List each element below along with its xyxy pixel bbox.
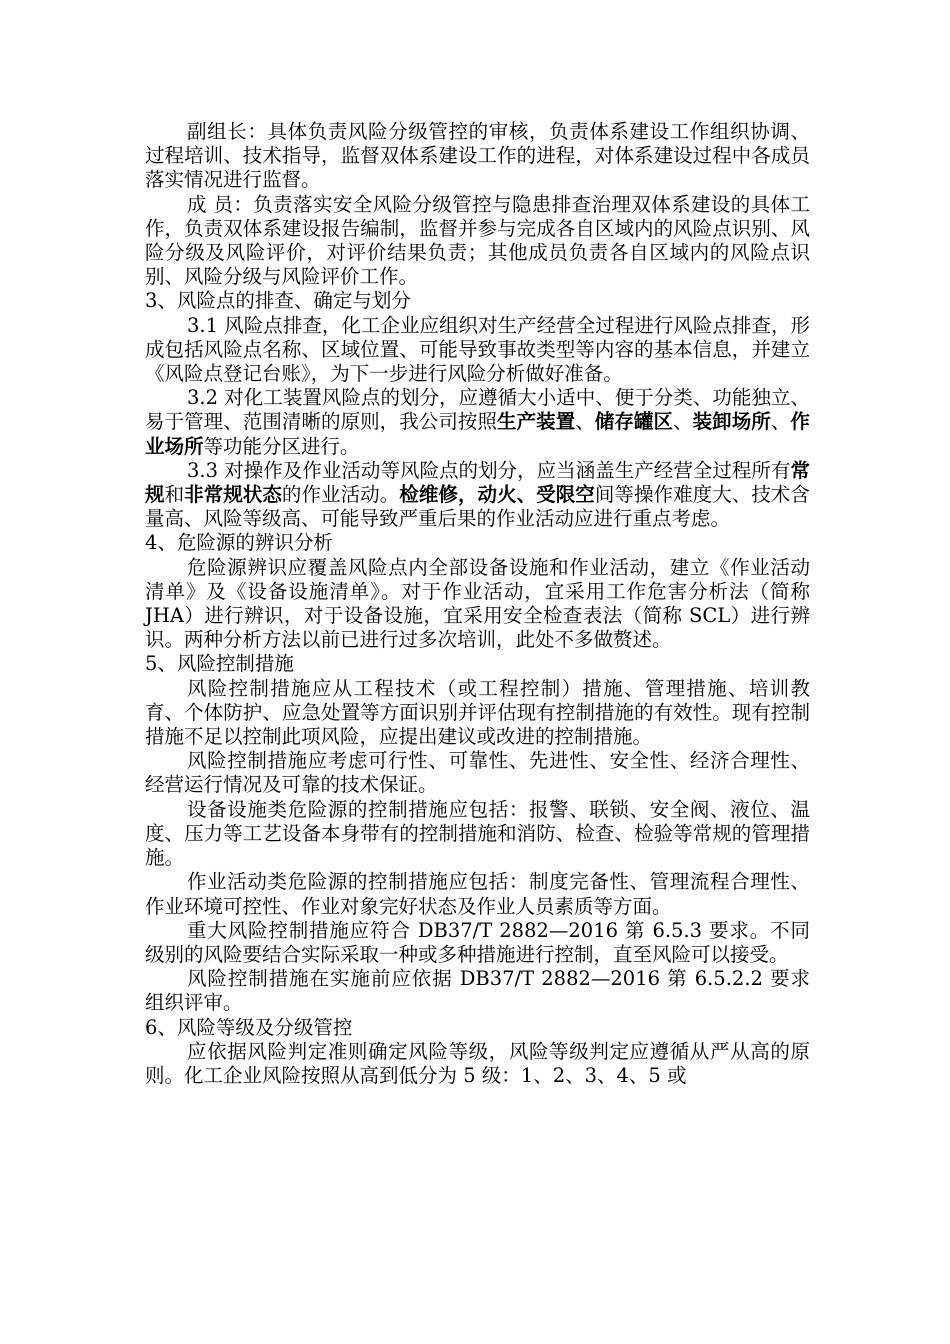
- text-and: 和: [164, 483, 185, 507]
- text-3-3-a: 3.3 对操作及作业活动等风险点的划分，应当涵盖生产经营全过程所有: [187, 458, 791, 482]
- section-4-heading: 4、危险源的辨识分析: [145, 531, 333, 555]
- paragraph-3-1: 3.1 风险点排查，化工企业应组织对生产经营全过程进行风险点排查，形成包括风险点名称、区域位置、可能导致事故类型等内容的基本信息，并建立《风险点登记台账》，为下一步进行风险分析做好准备。: [145, 313, 810, 386]
- paragraph-3-2: [145, 386, 810, 459]
- paragraph-5-4: 作业活动类危险源的控制措施应包括：制度完备性、管理流程合理性、作业环境可控性、作业对象完好状态及作业人员素质等方面。: [145, 870, 810, 918]
- section-5-heading: 5、风险控制措施: [145, 652, 294, 676]
- bold-work-area: 作业场所: [145, 410, 810, 458]
- bold-non-routine: 非常规状态: [184, 483, 282, 507]
- text-3-3-b: 的作业活动。: [281, 483, 400, 507]
- paragraph-members: 成 员：负责落实安全风险分级管控与隐患排查治理双体系建设的具体工作，负责双体系建设报告编制，监督并参与完成各自区域内的风险点识别、风险分级及风险评价，对评价结果负责；其他成员负责各自区域内的风险点识别、风险分级与风险评价工作。: [145, 192, 810, 289]
- document-page: [145, 120, 810, 1088]
- sep: 、: [673, 410, 693, 434]
- text-3-2-a: 3.2 对化工装置风险点的划分，应遵循大小适中、便于分类、功能独立、易于管理、范围清晰的原则，我公司按照: [145, 386, 810, 434]
- text-3-2-c: 等功能分区进行。: [203, 434, 360, 458]
- bold-loading-area: 装卸场所: [692, 410, 771, 434]
- paragraph-5-1: 风险控制措施应从工程技术（或工程控制）措施、管理措施、培训教育、个体防护、应急处置等方面识别并评估现有控制措施的有效性。现有控制措施不足以控制此项风险，应提出建议或改进的控制措施。: [145, 676, 810, 749]
- bold-production-unit: 生产装置: [497, 410, 576, 434]
- section-3-heading: 3、风险点的排查、确定与划分: [145, 289, 411, 313]
- paragraph-3-3: [145, 459, 810, 532]
- paragraph-deputy-leader: 副组长：具体负责风险分级管控的审核，负责体系建设工作组织协调、过程培训、技术指导，监督双体系建设工作的进程，对体系建设过程中各成员落实情况进行监督。: [145, 120, 810, 192]
- text-3-3-c: 间等操作难度大、技术含量高、风险等级高、可能导致严重后果的作业活动应进行重点考虑。: [145, 483, 810, 531]
- bold-maintenance: 检维修，动火、受限空: [399, 483, 595, 507]
- paragraph-5-6: 风险控制措施在实施前应依据 DB37/T 2882—2016 第 6.5.2.2 要求组织评审。: [145, 967, 810, 1015]
- bold-routine: 常规: [145, 458, 810, 507]
- paragraph-6-1: 应依据风险判定准则确定风险等级，风险等级判定应遵循从严从高的原则。化工企业风险按照从高到低分为 5 级：1、2、3、4、5 或: [145, 1039, 810, 1087]
- paragraph-5-5: 重大风险控制措施应符合 DB37/T 2882—2016 第 6.5.3 要求。不同级别的风险要结合实际采取一种或多种措施进行控制，直至风险可以接受。: [145, 918, 810, 966]
- bold-storage-tank-area: 储存罐区: [594, 410, 674, 434]
- sep: 、: [575, 410, 595, 434]
- sep: 、: [770, 410, 791, 434]
- paragraph-4-1: 危险源辨识应覆盖风险点内全部设备设施和作业活动，建立《作业活动清单》及《设备设施清单》。对于作业活动，宜采用工作危害分析法（简称 JHA）进行辨识，对于设备设施，宜采用安全检查表法（简称 SCL）进行辨识。两种分析方法以前已进行过多次培训，此处不多做赘述。: [145, 555, 810, 652]
- section-6-heading: 6、风险等级及分级管控: [145, 1015, 353, 1039]
- paragraph-5-3: 设备设施类危险源的控制措施应包括：报警、联锁、安全阀、液位、温度、压力等工艺设备本身带有的控制措施和消防、检查、检验等常规的管理措施。: [145, 797, 810, 870]
- paragraph-5-2: 风险控制措施应考虑可行性、可靠性、先进性、安全性、经济合理性、经营运行情况及可靠的技术保证。: [145, 749, 810, 797]
